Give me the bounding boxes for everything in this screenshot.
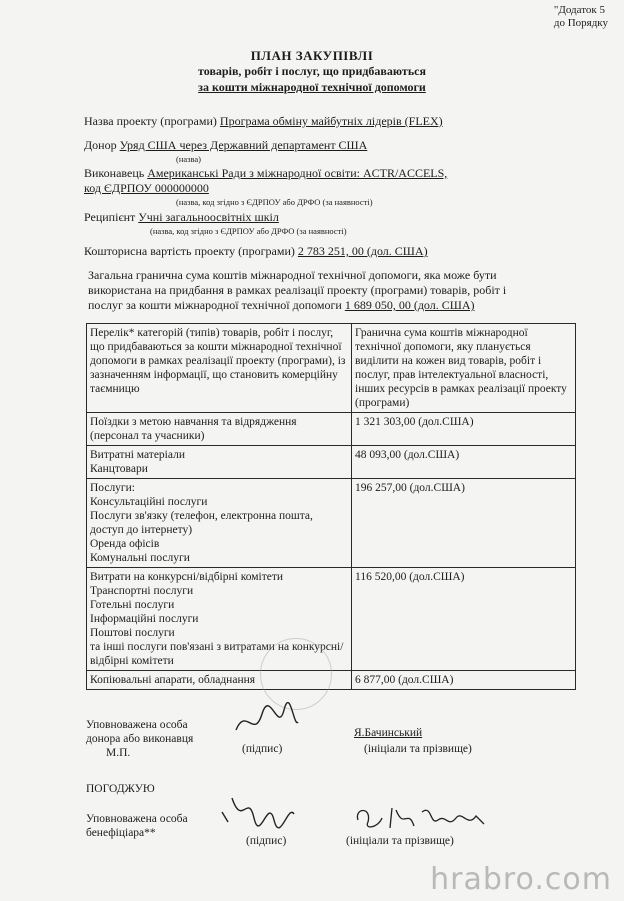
category-item: Готельні послуги <box>90 599 175 611</box>
category-item: Витрати на конкурсні/відбірні комітети <box>90 571 284 583</box>
category-item: Послуги зв'язку (телефон, електронна пошта, доступ до інтернету) <box>90 510 313 536</box>
total-amount-paragraph <box>88 268 578 313</box>
category-item: Інформаційні послуги <box>90 613 199 625</box>
row-amount: 116 520,00 (дол.США) <box>352 568 576 671</box>
total-line-3-prefix: послуг за кошти міжнародної технічної допомоги <box>88 298 342 312</box>
stamp-mark: М.П. <box>106 747 131 759</box>
category-item: Поїздки з метою навчання та відрядження (персонал та учасники) <box>90 416 297 442</box>
project-cost-label: Кошторисна вартість проекту (програми) <box>84 244 295 258</box>
executor-caption: (назва, код згідно з ЄДРПОУ або ДРФО (за наявності) <box>176 197 373 207</box>
recipient-value: Учні загальноосвітніх шкіл <box>138 210 279 224</box>
donor-rep-line-2: донора або виконавця <box>86 733 194 745</box>
recipient-caption: (назва, код згідно з ЄДРПОУ або ДРФО (за наявності) <box>150 226 347 236</box>
row-categories <box>87 479 352 568</box>
table-row <box>87 446 576 479</box>
signature-caption-2: (підпис) <box>246 835 287 847</box>
executor-label: Виконавець <box>84 166 145 180</box>
executor-code: код ЄДРПОУ 000000000 <box>84 181 209 195</box>
project-label: Назва проекту (програми) <box>84 114 217 128</box>
row-amount: 6 877,00 (дол.США) <box>352 671 576 690</box>
row-categories <box>87 413 352 446</box>
donor-caption: (назва) <box>176 154 202 164</box>
category-item: Консультаційні послуги <box>90 496 208 508</box>
category-item: Послуги: <box>90 482 136 494</box>
watermark: hrabro.com <box>430 862 612 897</box>
donor-row <box>84 138 367 153</box>
donor-representative <box>86 718 193 760</box>
donor-signatory-name: Я.Бачинський <box>354 727 423 739</box>
header-categories: Перелік* категорій (типів) товарів, робіт і послуг, що придбаваються за кошти міжнародної технічної допомоги в рамках реалізації проекту (програми), із зазначенням інформації, що становить комерційну таємницю <box>87 324 352 413</box>
row-amount: 48 093,00 (дол.США) <box>352 446 576 479</box>
donor-label: Донор <box>84 138 117 152</box>
row-categories <box>87 446 352 479</box>
header-amount: Гранична сума коштів міжнародної технічної допомоги, яку планується виділити на кожен вид товарів, робіт і послуг, прав інтелектуальної власності, інших ресурсів в рамках реалізації проекту (програми) <box>352 324 576 413</box>
appendix-label: "Додаток 5 <box>553 4 605 16</box>
category-item: Поштові послуги <box>90 627 175 639</box>
document-title: ПЛАН ЗАКУПІВЛІ <box>250 48 374 63</box>
benef-line-2: бенефіціара** <box>86 827 156 839</box>
signature-caption: (підпис) <box>242 743 283 755</box>
category-item: Комунальні послуги <box>90 552 190 564</box>
document-subtitle-2: за кошти міжнародної технічної допомоги <box>198 80 426 94</box>
category-item: та інші послуги пов'язані з витратами на конкурсні/відбірні комітети <box>90 641 344 667</box>
project-cost-row <box>84 244 428 259</box>
table-row <box>87 413 576 446</box>
donor-value: Уряд США через Державний департамент США <box>119 138 368 152</box>
appendix-reference: до Порядку <box>553 17 608 29</box>
executor-row <box>84 166 447 181</box>
beneficiary-signature-scrawl <box>218 788 298 834</box>
beneficiary-name-handwriting <box>352 800 492 836</box>
row-amount: 1 321 303,00 (дол.США) <box>352 413 576 446</box>
total-line-3 <box>88 298 578 313</box>
category-item: Транспортні послуги <box>90 585 194 597</box>
recipient-label: Реципієнт <box>84 210 136 224</box>
procurement-table <box>86 323 576 690</box>
total-line-2: використана на придбання в рамках реалізації проекту (програми) товарів, робіт і <box>88 283 507 297</box>
appendix-note <box>554 4 608 30</box>
category-item: Оренда офісів <box>90 538 160 550</box>
row-amount: 196 257,00 (дол.США) <box>352 479 576 568</box>
table-row <box>87 479 576 568</box>
category-item: Витратні матеріали <box>90 449 185 461</box>
benef-line-1: Уповноважена особа <box>86 813 188 825</box>
project-value: Програма обміну майбутніх лідерів (FLEX) <box>219 114 443 128</box>
initials-caption-2: (ініціали та прізвище) <box>346 835 454 847</box>
executor-value: Американські Ради з міжнародної освіти: ACTR/ACCELS, <box>147 166 448 180</box>
beneficiary-representative <box>86 812 188 840</box>
initials-caption: (ініціали та прізвище) <box>364 743 472 755</box>
project-cost-value: 2 783 251, 00 (дол. США) <box>297 244 428 258</box>
category-item: Копіювальні апарати, обладнання <box>90 674 256 686</box>
total-amount-value: 1 689 050, 00 (дол. США) <box>344 298 475 312</box>
table-header-row <box>87 324 576 413</box>
document-subtitle-1: товарів, робіт і послуг, що придбаваються <box>198 64 426 78</box>
total-line-1: Загальна гранична сума коштів міжнародної технічної допомоги, яка може бути <box>88 268 497 282</box>
agreed-label: ПОГОДЖУЮ <box>86 783 155 795</box>
donor-rep-line-1: Уповноважена особа <box>86 719 188 731</box>
donor-signature-scrawl <box>232 700 302 744</box>
recipient-row <box>84 210 279 225</box>
project-name-row <box>84 114 443 129</box>
category-item: Канцтовари <box>90 463 148 475</box>
table-row <box>87 568 576 671</box>
